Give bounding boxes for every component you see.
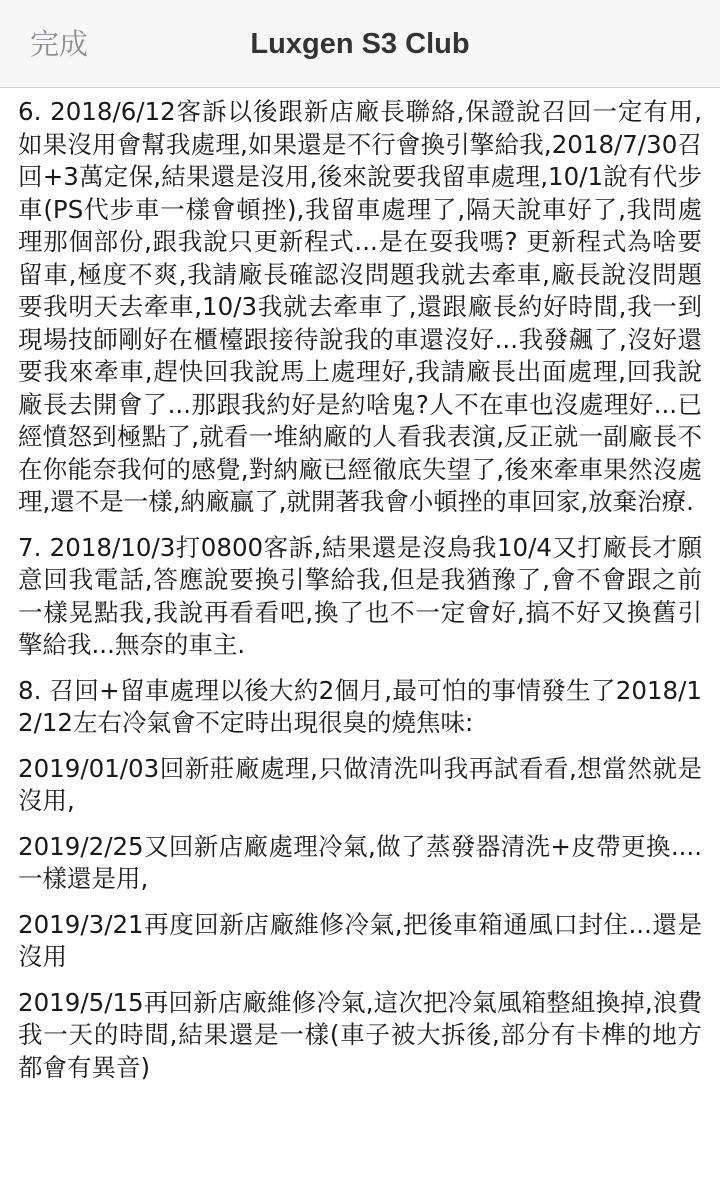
- navigation-bar: [0, 0, 720, 88]
- paragraph-item-6: 6. 2018/6/12客訴以後跟新店廠長聯絡,保證說召回一定有用,如果沒用會幫我處理,如果還是不行會換引擎給我,2018/7/30召回+3萬定保,結果還是沒用,後來說要我留車處理,10/1說有代步車(PS代步車一樣會頓挫),我留車處理了,隔天說車好了,我問處理那個部份,跟我說只更新程式...是在耍我嗎? 更新程式為啥要留車,極度不爽,我請廠長確認沒問題我就去牽車,廠長說沒問題要我明天去牽車,10/3我就去牽車了,還跟廠長約好時間,我一到現場技師剛好在櫃檯跟接待說我的車還沒好...我發飆了,沒好還要我來牽車,趕快回我說馬上處理好,我請廠長出面處理,回我說廠長去開會了...那跟我約好是約啥鬼?人不在車也沒處理好...已經憤怒到極點了,就看一堆納廠的人看我表演,反正就一副廠長不在你能奈我何的感覺,對納廠已經徹底失望了,後來牽車果然沒處理,還不是一樣,納廠贏了,就開著我會小頓挫的車回家,放棄治療.: [18, 97, 702, 516]
- done-button[interactable]: 完成: [30, 27, 89, 61]
- paragraph-2019-01-03: 2019/01/03回新莊廠處理,只做清洗叫我再試看看,想當然就是沒用,: [18, 753, 702, 815]
- paragraph-2019-05-15: 2019/5/15再回新店廠維修冷氣,這次把冷氣風箱整組換掉,浪費我一天的時間,結果還是一樣(車子被大拆後,部分有卡榫的地方都會有異音): [18, 987, 702, 1082]
- paragraph-2019-03-21: 2019/3/21再度回新店廠維修冷氣,把後車箱通風口封住...還是沒用: [18, 909, 702, 971]
- paragraph-item-7: 7. 2018/10/3打0800客訴,結果還是沒鳥我10/4又打廠長才願意回我電話,答應說要換引擎給我,但是我猶豫了,會不會跟之前一樣晃點我,我說再看看吧,換了也不一定會好,搞不好又換舊引擎給我...無奈的車主.: [18, 532, 702, 659]
- paragraph-item-8: 8. 召回+留車處理以後大約2個月,最可怕的事情發生了2018/12/12左右冷氣會不定時出現很臭的燒焦味:: [18, 675, 702, 737]
- paragraph-2019-02-25: 2019/2/25又回新店廠處理冷氣,做了蒸發器清洗+皮帶更換....一樣還是用,: [18, 831, 702, 893]
- page-title: Luxgen S3 Club: [250, 28, 470, 60]
- article-content: [0, 88, 720, 1084]
